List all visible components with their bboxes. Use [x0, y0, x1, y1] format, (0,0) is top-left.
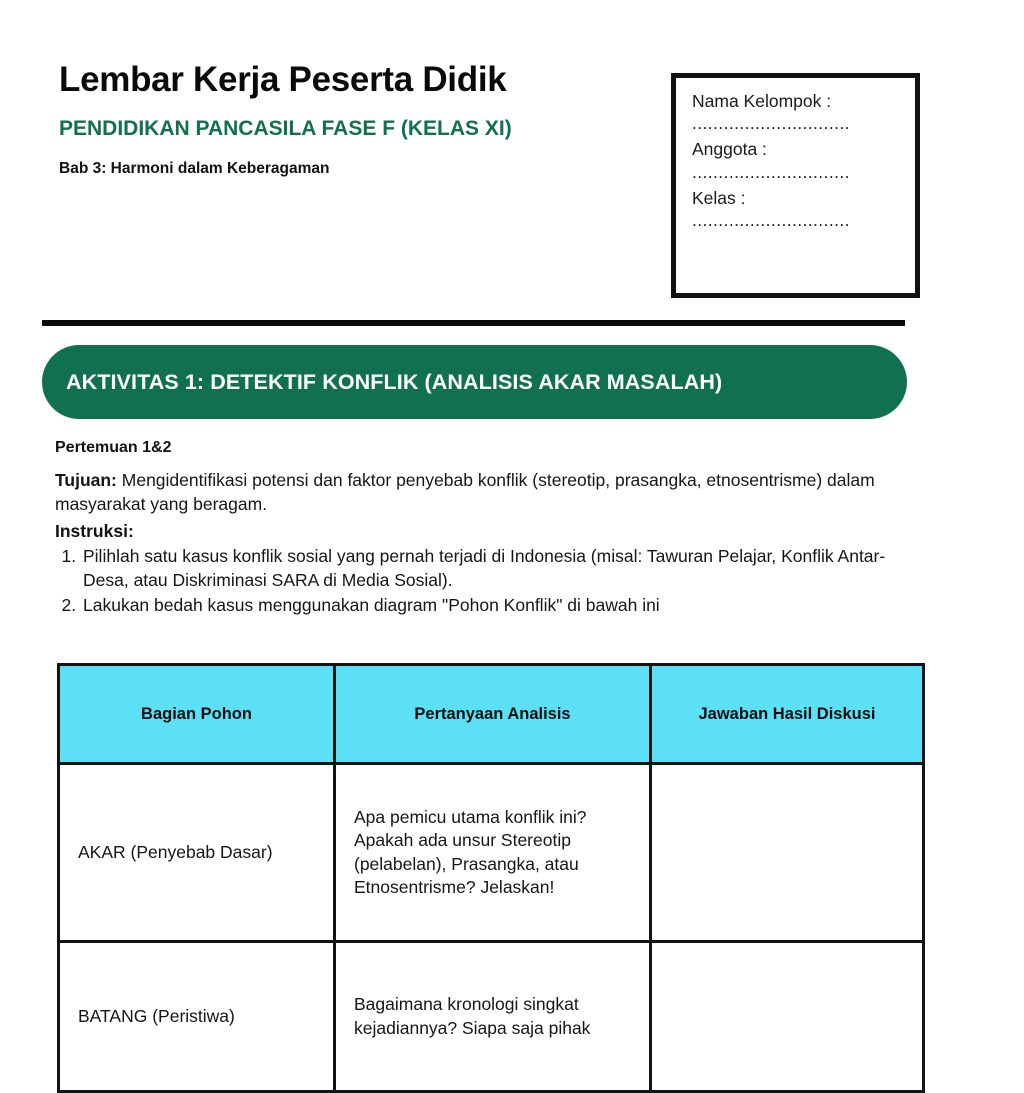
list-item	[81, 544, 945, 592]
class-label: Kelas :	[692, 187, 746, 208]
cell-answer-batang[interactable]	[651, 942, 924, 1092]
instruction-text-1: 1. Pilihlah satu kasus konflik sosial yang pernah terjadi di Indonesia (misal: Tawuran Pelajar, Konflik Antar-Desa, atau Diskriminasi SARA di Media Sosial).	[83, 546, 886, 591]
table-row	[59, 942, 924, 1092]
table-row	[59, 764, 924, 942]
cell-answer-akar[interactable]	[651, 764, 924, 942]
document-chapter: Bab 3: Harmoni dalam Keberagaman	[59, 160, 330, 178]
column-header-pertanyaan-analisis: Pertanyaan Analisis	[335, 665, 651, 764]
meeting-label: Pertemuan 1&2	[55, 439, 172, 456]
goal-label: Tujuan:	[55, 470, 117, 491]
members-label: Anggota :	[692, 139, 767, 160]
column-header-bagian-pohon: Bagian Pohon	[59, 665, 335, 764]
class-fill-line[interactable]: ..............................	[692, 209, 850, 230]
cell-part-batang: BATANG (Peristiwa)	[59, 942, 335, 1092]
activity-banner-title: AKTIVITAS 1: DETEKTIF KONFLIK (ANALISIS AKAR MASALAH)	[66, 369, 723, 394]
title-block	[59, 60, 649, 179]
members-fill-line[interactable]: ..............................	[692, 161, 850, 182]
goal-text: Mengidentifikasi potensi dan faktor penyebab konflik (stereotip, prasangka, etnosentrisme) dalam masyarakat yang beragam.	[55, 470, 875, 515]
document-header	[0, 0, 1024, 310]
group-name-fill-line[interactable]: ..............................	[692, 113, 850, 134]
group-name-label: Nama Kelompok :	[692, 91, 832, 111]
cell-question-akar: Apa pemicu utama konflik ini? Apakah ada unsur Stereotip (pelabelan), Prasangka, atau Etnosentrisme? Jelaskan!	[335, 764, 651, 942]
instruction-list	[55, 544, 945, 616]
page-title: Lembar Kerja Peserta Didik	[59, 60, 507, 99]
section-divider	[42, 320, 905, 326]
instruction-text-2: 2. Lakukan bedah kasus menggunakan diagram "Pohon Konflik" di bawah ini	[83, 594, 660, 615]
document-subtitle: PENDIDIKAN PANCASILA FASE F (KELAS XI)	[59, 117, 512, 141]
conflict-tree-table	[57, 663, 925, 1093]
cell-part-akar: AKAR (Penyebab Dasar)	[59, 764, 335, 942]
table-header-row	[59, 665, 924, 764]
identity-box	[671, 73, 920, 298]
list-item	[81, 593, 945, 617]
instruction-label: Instruksi:	[55, 521, 134, 542]
activity-banner	[42, 345, 907, 419]
activity-body	[55, 438, 945, 617]
goal-paragraph	[55, 468, 885, 516]
column-header-jawaban-hasil-diskusi: Jawaban Hasil Diskusi	[651, 665, 924, 764]
cell-question-batang: Bagaimana kronologi singkat kejadiannya? Siapa saja pihak	[335, 942, 651, 1092]
